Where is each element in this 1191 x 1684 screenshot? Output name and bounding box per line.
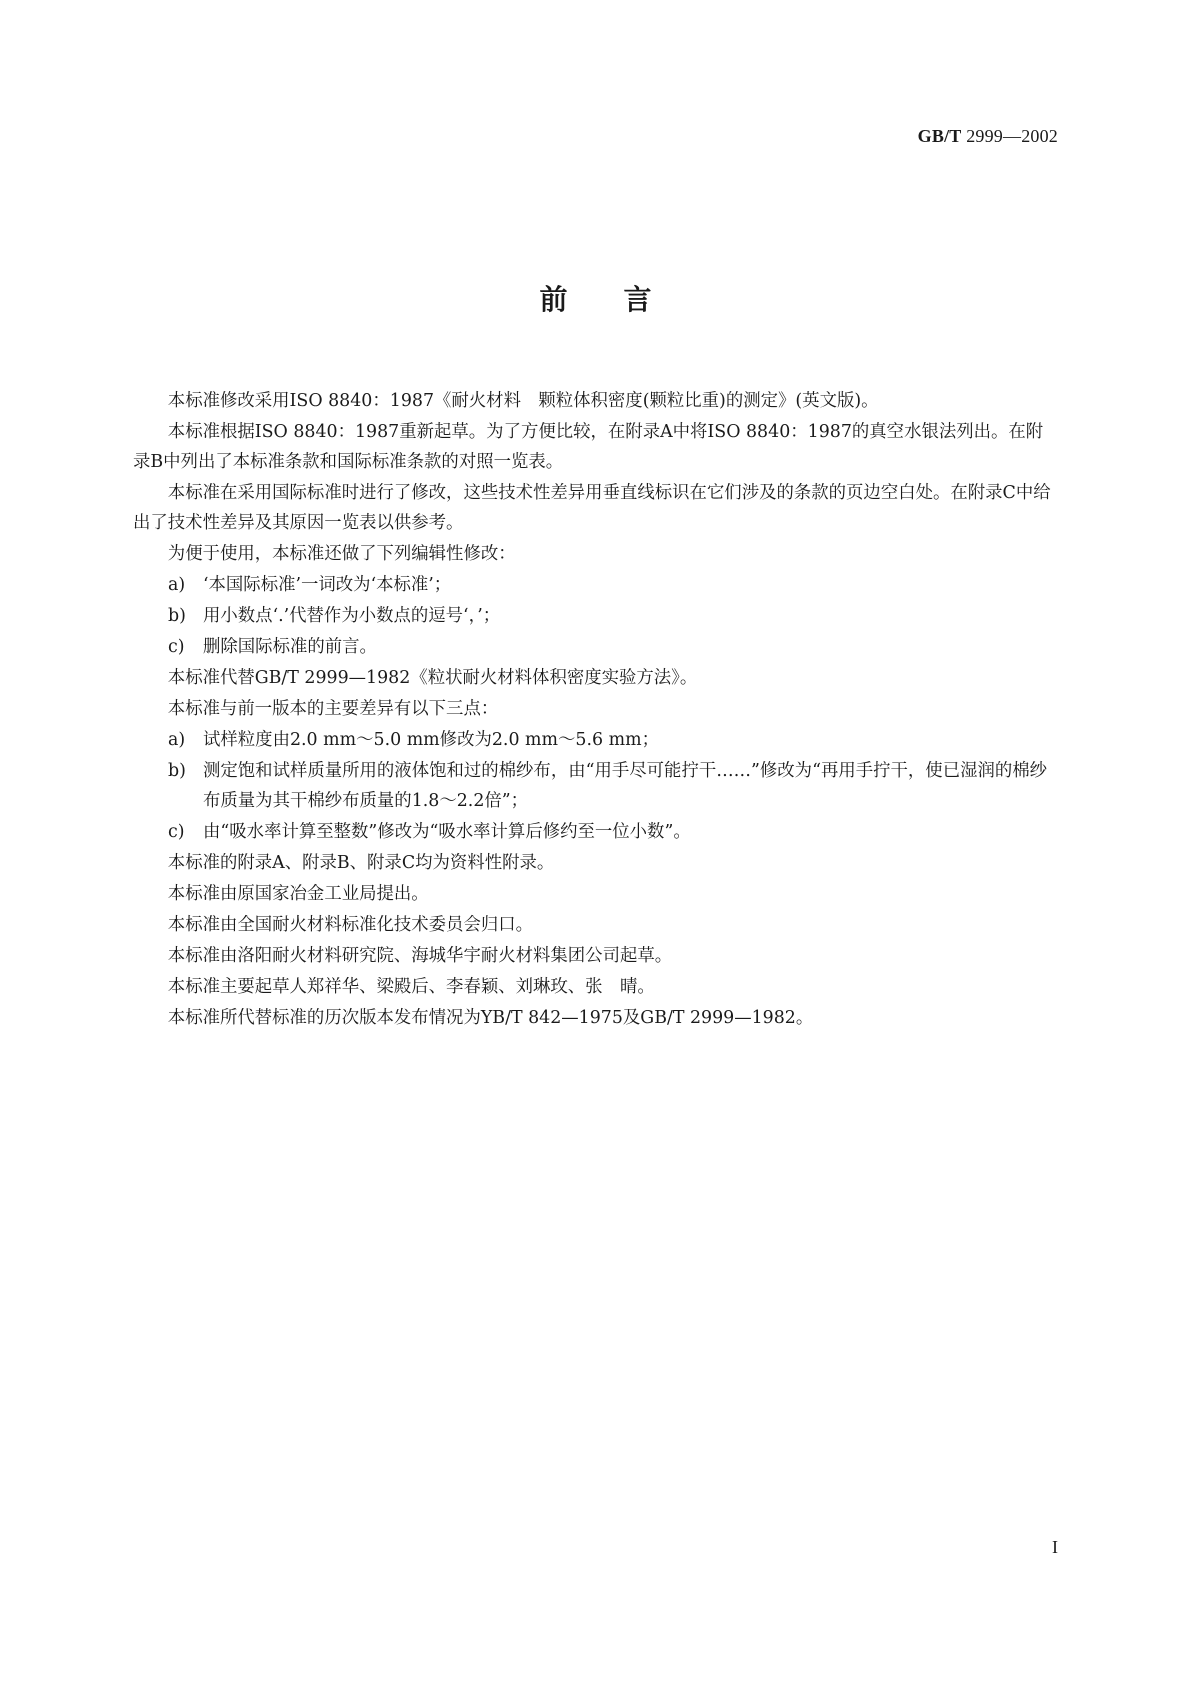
list-text: 用小数点‘.’代替作为小数点的逗号‘，’； (203, 606, 501, 626)
standard-code-number: 2999—2002 (961, 126, 1058, 146)
list-label: a) (168, 575, 186, 595)
paragraph: 本标准由全国耐火材料标准化技术委员会归口。 (167, 915, 534, 935)
list-label: a) (168, 730, 186, 750)
page-number: I (1052, 1537, 1058, 1557)
list-text: 测定饱和试样质量所用的液体饱和过的棉纱布，由“用手尽可能拧干……”修改为“再用手拧干，使已湿润的棉纱布质量为其干棉纱布质量的1.8～2.2倍”； (203, 761, 1048, 811)
list-item (133, 570, 1060, 600)
paragraph: 本标准所代替标准的历次版本发布情况为YB/T 842—1975及GB/T 2999—1982。 (167, 1008, 814, 1028)
paragraph: 本标准修改采用ISO 8840：1987《耐火材料 颗粒体积密度(颗粒比重)的测定》(英文版)。 (167, 391, 879, 411)
list-text: 删除国际标准的前言。 (203, 637, 377, 657)
paragraph: 本标准根据ISO 8840：1987重新起草。为了方便比较，在附录A中将ISO 8840：1987的真空水银法列出。在附录B中列出了本标准条款和国际标准条款的对照一览表。 (133, 422, 1044, 472)
list-text: 试样粒度由2.0 mm～5.0 mm修改为2.0 mm～5.6 mm； (203, 730, 659, 750)
paragraph: 本标准的附录A、附录B、附录C均为资料性附录。 (167, 853, 555, 873)
list-item (133, 601, 1060, 631)
list-item (133, 817, 1060, 847)
paragraph: 本标准由原国家冶金工业局提出。 (167, 884, 429, 904)
list-text: 由“吸水率计算至整数”修改为“吸水率计算后修约至一位小数”。 (203, 822, 691, 842)
paragraph: 本标准在采用国际标准时进行了修改，这些技术性差异用垂直线标识在它们涉及的条款的页边空白处。在附录C中给出了技术性差异及其原因一览表以供参考。 (133, 483, 1051, 533)
paragraph: 本标准与前一版本的主要差异有以下三点： (167, 699, 499, 719)
paragraph: 为便于使用，本标准还做了下列编辑性修改： (167, 544, 516, 564)
paragraph: 本标准主要起草人郑祥华、梁殿后、李春颖、刘琳玫、张 晴。 (167, 977, 655, 997)
page-title: 前言 (539, 283, 708, 316)
foreword-body (133, 386, 1060, 1034)
paragraph: 本标准由洛阳耐火材料研究院、海城华宇耐火材料集团公司起草。 (167, 946, 673, 966)
list-label: c) (168, 822, 185, 842)
list-item (133, 756, 1060, 816)
paragraph: 本标准代替GB/T 2999—1982《粒状耐火材料体积密度实验方法》。 (167, 668, 698, 688)
list-item (133, 725, 1060, 755)
list-text: ‘本国际标准’一词改为‘本标准’； (203, 575, 452, 595)
list-label: b) (168, 761, 186, 781)
list-item (133, 632, 1060, 662)
list-label: c) (168, 637, 185, 657)
list-label: b) (168, 606, 186, 626)
standard-code (918, 126, 1058, 147)
standard-code-prefix: GB/T (917, 126, 962, 146)
